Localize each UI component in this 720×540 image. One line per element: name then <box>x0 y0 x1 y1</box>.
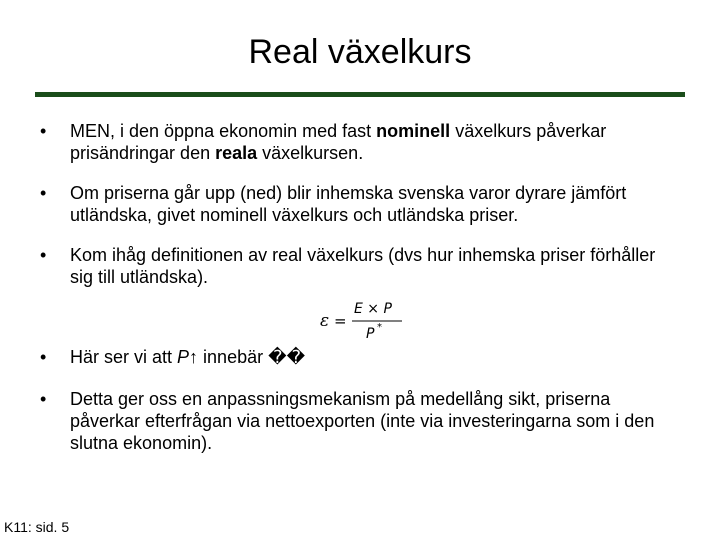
bullet-text <box>70 120 680 164</box>
slide-title: Real växelkurs <box>248 33 472 71</box>
bullet-bold-nominell: nominell <box>376 121 451 141</box>
bullet-marker: • <box>40 347 47 367</box>
bullet-marker: • <box>40 245 47 265</box>
missing-glyph-symbol: �� <box>268 347 306 367</box>
bullet-text-part: innebär <box>198 347 269 367</box>
bullet-text-part: växelkurs påverkar prisändringar den <box>70 121 607 163</box>
formula-equals: = <box>334 312 347 330</box>
bullet-text: Detta ger oss en anpassningsmekanism på medellång sikt, priserna påverkar efterfrågan via nettoexporten (inte via investeringarna som i den slutna ekonomin). <box>70 389 655 453</box>
bullet-marker: • <box>40 389 47 409</box>
formula-denominator: P <box>366 326 375 342</box>
bullet-text-part: MEN, i den öppna ekonomin med fast <box>70 121 377 141</box>
bullet-text: Kom ihåg definitionen av real växelkurs (dvs hur inhemska priser förhåller sig till utländska). <box>70 245 656 287</box>
up-arrow-icon: ↑ <box>189 347 199 367</box>
title-divider <box>35 92 685 97</box>
bullet-text-part: Här ser vi att <box>70 347 178 367</box>
bullet-text: Om priserna går upp (ned) blir inhemska svenska varor dyrare jämfört utländska, givet nominell växelkurs och utländska priser. <box>70 183 627 225</box>
bullet-item-3 <box>40 244 680 288</box>
bullet-bold-reala: reala <box>215 143 258 163</box>
formula-star: * <box>377 322 382 333</box>
formula-numerator: E × P <box>354 301 392 317</box>
bullet-marker: • <box>40 121 47 141</box>
bullet-item-1 <box>40 120 680 164</box>
real-exchange-rate-formula <box>318 296 408 344</box>
page-reference: K11: sid. 5 <box>4 519 70 535</box>
bullet-text-part: växelkursen. <box>257 143 364 163</box>
bullet-item-5 <box>40 388 680 454</box>
bullet-text <box>70 346 680 368</box>
bullet-marker: • <box>40 183 47 203</box>
bullet-item-4 <box>40 346 680 368</box>
price-variable: P <box>177 347 190 367</box>
bullet-item-2 <box>40 182 680 226</box>
formula-lhs: ε <box>320 311 330 331</box>
